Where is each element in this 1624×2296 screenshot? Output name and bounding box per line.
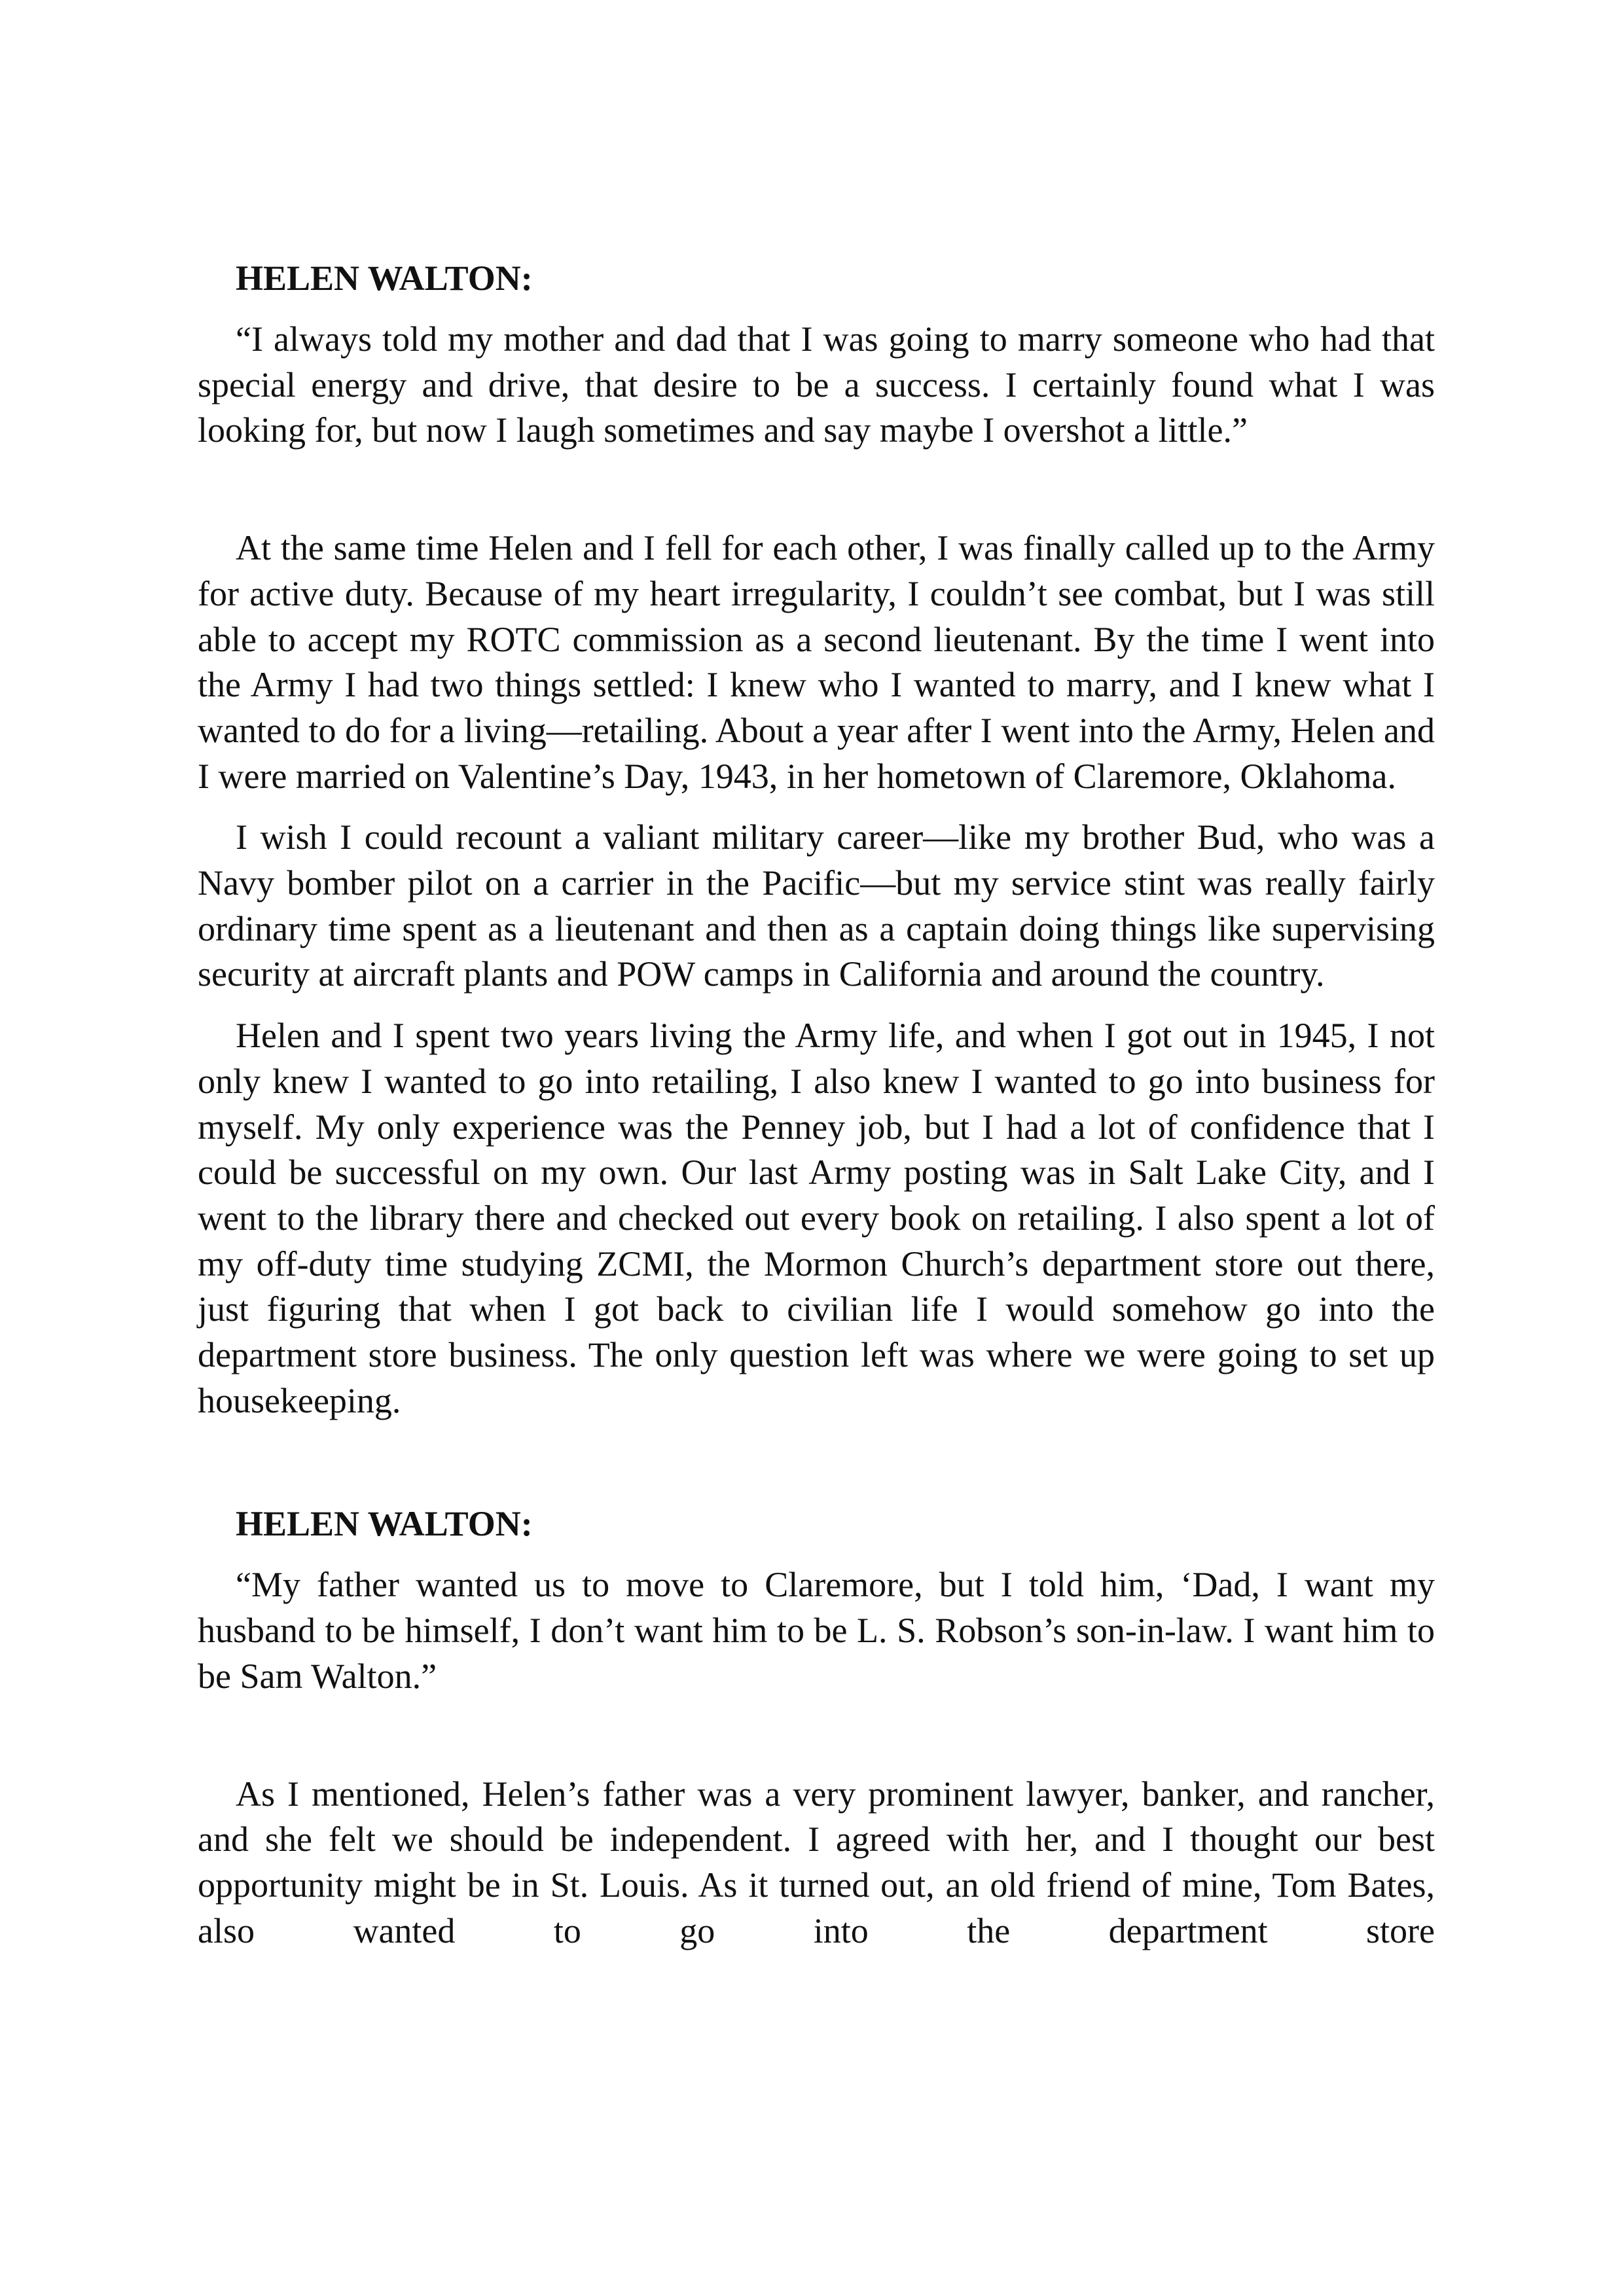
quote-paragraph: “I always told my mother and dad that I was going to marry someone who had that special energy and drive, that desire to be a success. I certainly found what I was looking for, but now I laugh sometimes and say maybe I overshot a little.” <box>198 319 1435 450</box>
body-paragraph: I wish I could recount a valiant military career—like my brother Bud, who was a Navy bomber pilot on a carrier in the Pacific—but my service stint was really fairly ordinary time spent as a lieutenant and then as a captain doing things like supervising security at aircraft plants and POW camps in California and around the country. <box>198 817 1435 994</box>
quote-paragraph: “My father wanted us to move to Claremore, but I told him, ‘Dad, I want my husband to be himself, I don’t want him to be L. S. Robson’s son-in-law. I want him to be Sam Walton.” <box>198 1565 1435 1696</box>
speaker-heading: HELEN WALTON: <box>236 1504 533 1544</box>
body-paragraph: Helen and I spent two years living the Army life, and when I got out in 1945, I not only knew I wanted to go into retailing, I also knew I wanted to go into business for myself. My only experience was the Penney job, but I had a lot of confidence that I could be successful on my own. Our last Army posting was in Salt Lake City, and I went to the library there and checked out every book on retailing. I also spent a lot of my off-duty time studying ZCMI, the Mormon Church’s department store out there, just figuring that when I got back to civilian life I would somehow go into the department store business. The only question left was where we were going to set up housekeeping. <box>198 1016 1435 1420</box>
body-paragraph: As I mentioned, Helen’s father was a very prominent lawyer, banker, and rancher, and she felt we should be independent. I agreed with her, and I thought our best opportunity might be in St. Louis. As it turned out, an old friend of mine, Tom Bates, also wanted to go into the department store <box>198 1774 1435 1950</box>
book-page <box>198 255 1435 1954</box>
body-paragraph: At the same time Helen and I fell for each other, I was finally called up to the Army for active duty. Because of my heart irregularity, I couldn’t see combat, but I was still able to accept my ROTC commission as a second lieutenant. By the time I went into the Army I had two things settled: I knew who I wanted to marry, and I knew what I wanted to do for a living—retailing. About a year after I went into the Army, Helen and I were married on Valentine’s Day, 1943, in her hometown of Claremore, Oklahoma. <box>198 528 1435 796</box>
speaker-heading: HELEN WALTON: <box>236 259 533 298</box>
